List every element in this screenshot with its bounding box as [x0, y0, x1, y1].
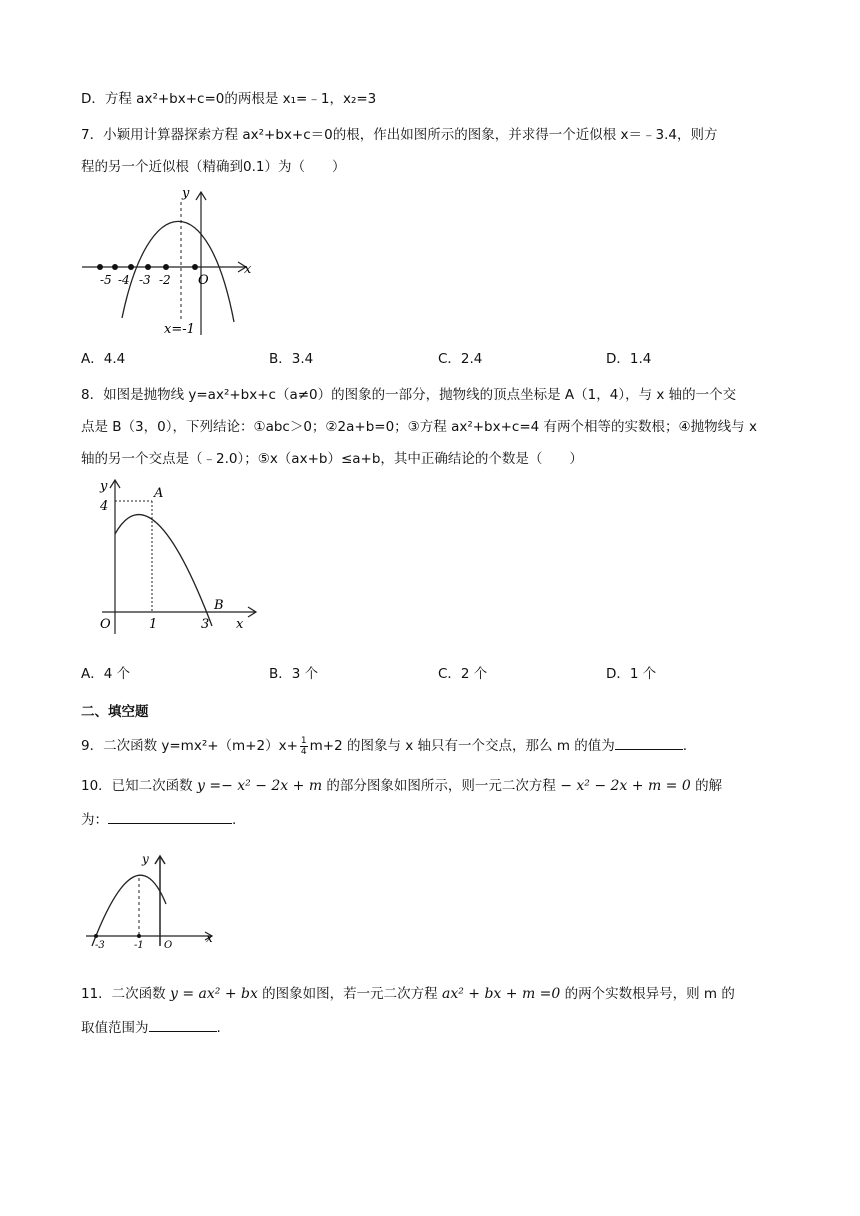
q10-suffix: 的解 [695, 778, 723, 794]
q9-answer-blank[interactable] [615, 735, 683, 750]
q11-suffix: 的两个实数根异号，则 m 的 [564, 986, 735, 1002]
q7-x-label: x [244, 262, 252, 277]
q7-tick-minus4: -4 [118, 273, 130, 287]
q11-end: . [216, 1020, 221, 1036]
q10-origin-label: O [164, 940, 173, 950]
q7-option-c: C．2.4 [438, 351, 483, 367]
q7-figure [78, 180, 258, 340]
q11-text-line2 [81, 1017, 221, 1038]
q10-figure [80, 850, 220, 950]
q8-text-line1: 8．如图是抛物线 y=ax²+bx+c（a≠0）的图象的一部分，抛物线的顶点坐标是 A（1，4），与 x 轴的一个交 [81, 387, 737, 403]
q11-text-line1 [81, 984, 735, 1004]
q8-option-a: A．4 个 [81, 666, 131, 682]
q8-option-c: C．2 个 [438, 666, 488, 682]
q10-answer-blank[interactable] [108, 809, 232, 824]
q9-text [81, 735, 687, 757]
q7-origin-label: O [198, 273, 209, 288]
q9-prefix: 9．二次函数 y=mx²+（m+2）x+ [81, 738, 298, 754]
q8-option-d: D．1 个 [606, 666, 657, 682]
q8-origin-label: O [100, 617, 111, 632]
q6-option-d: D．方程 ax²+bx+c=0的两根是 x₁=﹣1，x₂=3 [81, 91, 377, 107]
q8-text-line3: 轴的另一个交点是（﹣2.0）；⑤x（ax+b）≤a+b，其中正确结论的个数是（ ） [81, 451, 583, 467]
q11-middle: 的图象如图，若一元二次方程 [262, 986, 438, 1002]
q11-prefix: 11．二次函数 [81, 986, 166, 1002]
q10-prefix: 10．已知二次函数 [81, 778, 193, 794]
q7-symmetry-label: x=-1 [164, 322, 195, 337]
q10-text-line2 [81, 809, 236, 830]
q8-intercept-label: B [214, 598, 224, 613]
q7-tick-minus2: -2 [159, 273, 171, 287]
q8-x-tick-1: 1 [149, 617, 158, 632]
q10-x-tick-minus3: -3 [95, 940, 105, 950]
q10-text-line1 [81, 776, 722, 796]
q11-function: y = ax² + bx [169, 986, 258, 1002]
q9-end: . [682, 738, 688, 754]
q10-end: . [232, 812, 237, 828]
q7-text-line1: 7．小颖用计算器探索方程 ax²+bx+c＝0的根，作出如图所示的图象，并求得一个近似根 x＝﹣3.4，则方 [81, 127, 718, 143]
q8-x-tick-3: 3 [201, 617, 210, 632]
q7-tick-minus5: -5 [100, 273, 112, 287]
q8-vertex-label: A [154, 486, 164, 501]
q10-equation: − x² − 2x + m = 0 [560, 778, 691, 794]
q11-equation: ax² + bx + m =0 [441, 986, 561, 1002]
q11-line2-prefix: 取值范围为 [81, 1020, 149, 1036]
q9-suffix: m+2 的图象与 x 轴只有一个交点，那么 m 的值为 [309, 738, 615, 754]
q8-text-line2: 点是 B（3，0），下列结论：①abc＞0；②2a+b=0；③方程 ax²+bx+c=4 有两个相等的实数根；④抛物线与 x [81, 419, 757, 435]
q10-middle: 的部分图象如图所示，则一元二次方程 [326, 778, 556, 794]
q9-frac-den: 4 [300, 746, 307, 757]
q10-y-label: y [142, 852, 149, 866]
q7-option-a: A．4.4 [81, 351, 126, 367]
q8-option-b: B．3 个 [269, 666, 319, 682]
q7-text-line2: 程的另一个近似根（精确到0.1）为（ ） [81, 159, 346, 175]
q8-figure [86, 474, 266, 634]
q7-option-d: D．1.4 [606, 351, 652, 367]
q10-x-label: x [206, 931, 213, 945]
q8-y-tick-4: 4 [100, 499, 109, 514]
q11-answer-blank[interactable] [149, 1017, 217, 1032]
q9-fraction [300, 736, 308, 757]
q8-y-label: y [100, 479, 108, 494]
q8-x-label: x [236, 617, 244, 632]
q9-frac-num: 1 [300, 735, 307, 746]
q7-option-b: B．3.4 [269, 351, 314, 367]
q7-y-label: y [182, 186, 190, 201]
q10-line2-prefix: 为： [81, 812, 108, 828]
q10-function: y =− x² − 2x + m [196, 778, 323, 794]
section-title-fill-in: 二、填空题 [81, 704, 149, 720]
q7-tick-minus3: -3 [139, 273, 151, 287]
q10-x-tick-minus1: -1 [134, 940, 144, 950]
